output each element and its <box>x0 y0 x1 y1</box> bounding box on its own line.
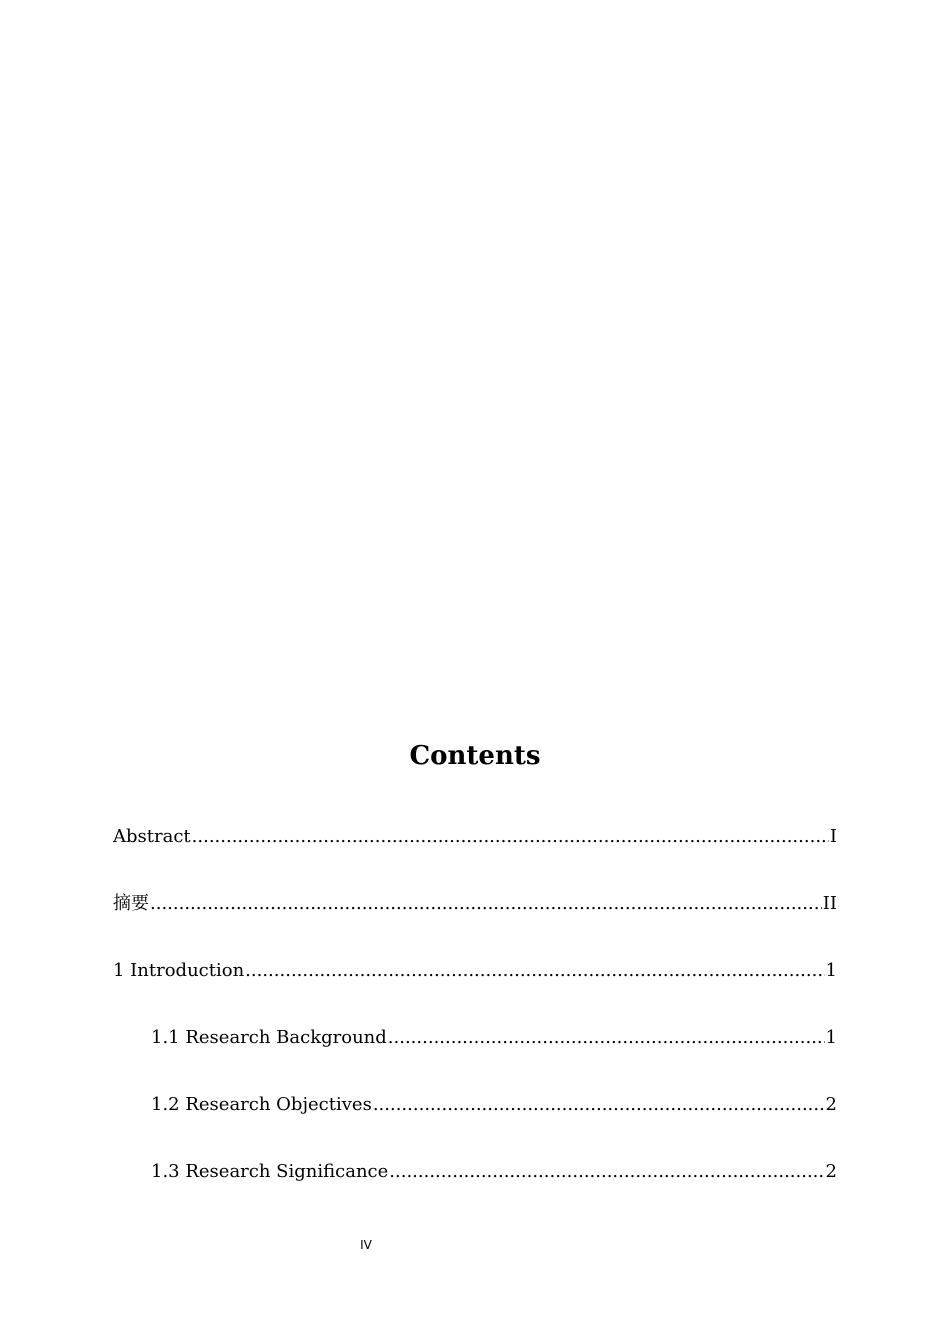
toc-title: Contents <box>409 741 541 771</box>
table-of-contents <box>113 820 837 1222</box>
toc-dot-leader <box>150 887 822 921</box>
toc-entry-research-significance[interactable] <box>113 1155 837 1222</box>
toc-entry-page: II <box>822 893 837 914</box>
page-number: IV <box>360 1238 372 1252</box>
toc-entry-label: Abstract <box>113 826 191 847</box>
toc-entry-page: 2 <box>825 1161 837 1182</box>
toc-entry-label: 1 Introduction <box>113 960 245 981</box>
toc-entry-label: 1.2 Research Objectives <box>151 1094 372 1115</box>
toc-dot-leader <box>245 954 824 988</box>
toc-entry-label: 摘要 <box>113 893 149 914</box>
toc-entry-page: 2 <box>825 1094 837 1115</box>
toc-dot-leader <box>192 820 829 854</box>
toc-entry-research-objectives[interactable] <box>113 1088 837 1155</box>
toc-dot-leader <box>389 1155 824 1189</box>
toc-entry-page: 1 <box>825 960 837 981</box>
toc-entry-introduction[interactable] <box>113 954 837 1021</box>
toc-entry-label: 1.3 Research Significance <box>151 1161 389 1182</box>
toc-entry-page: I <box>829 826 837 847</box>
toc-entry-page: 1 <box>825 1027 837 1048</box>
toc-entry-research-background[interactable] <box>113 1021 837 1088</box>
toc-dot-leader <box>388 1021 825 1055</box>
toc-entry-label: 1.1 Research Background <box>151 1027 387 1048</box>
toc-entry-abstract[interactable] <box>113 820 837 887</box>
toc-entry-chinese-abstract[interactable] <box>113 887 837 954</box>
toc-dot-leader <box>373 1088 825 1122</box>
